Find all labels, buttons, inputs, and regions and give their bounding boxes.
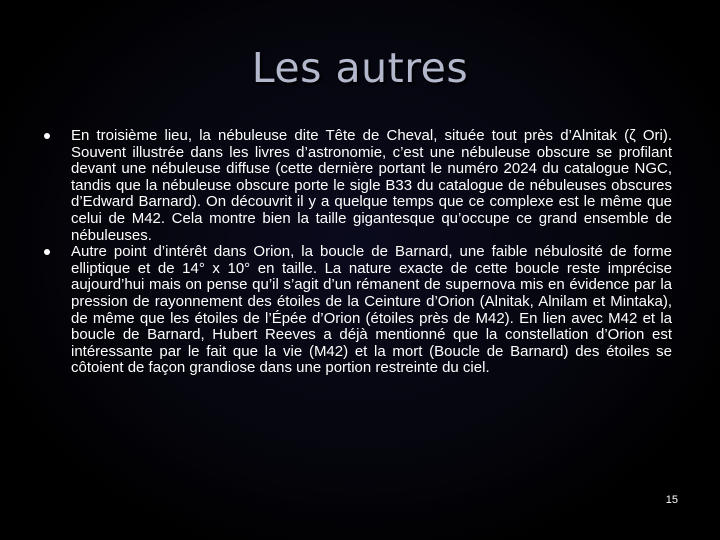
bullet-text: En troisième lieu, la nébuleuse dite Tête de Cheval, située tout près d’Alnitak (ζ Ori). Souvent illustrée dans les livres d’astronomie, c’est une nébuleuse obscure se profilant devant une nébuleuse diffuse (cette dernière portant le numéro 2024 du catalogue NGC, tandis que la nébuleuse obscure porte le sigle B33 du catalogue de nébuleuses obscures d’Edward Barnard). On découvrit il y a quelque temps que ce complexe est le même que celui de M42. Cela montre bien la taille gigantesque qu’occupe ce grand ensemble de nébuleuses. — [71, 127, 672, 244]
bullet-dot-icon — [44, 133, 50, 139]
bullet-list — [44, 128, 672, 377]
bullet-text: Autre point d’intérêt dans Orion, la boucle de Barnard, une faible nébulosité de forme elliptique et de 14° x 10° en taille. La nature exacte de cette boucle reste imprécise aujourd’hui mais on pense qu’il s’agit d’un rémanent de supernova mis en évidence par la pression de rayonnement des étoiles de la Ceinture d’Orion (Alnitak, Alnilam et Mintaka), de même que les étoiles de l’Épée d’Orion (étoiles près de M42). En lien avec M42 et la boucle de Barnard, Hubert Reeves a déjà mentionné que la constellation d’Orion est intéressante par le fait que la vie (M42) et la mort (Boucle de Barnard) des étoiles se côtoient de façon grandiose dans une portion restreinte du ciel. — [71, 243, 672, 377]
bullet-item — [44, 128, 672, 244]
slide-title: Les autres — [251, 44, 469, 92]
page-number: 15 — [665, 494, 678, 506]
bullet-item — [44, 244, 672, 377]
bullet-dot-icon — [44, 249, 50, 255]
